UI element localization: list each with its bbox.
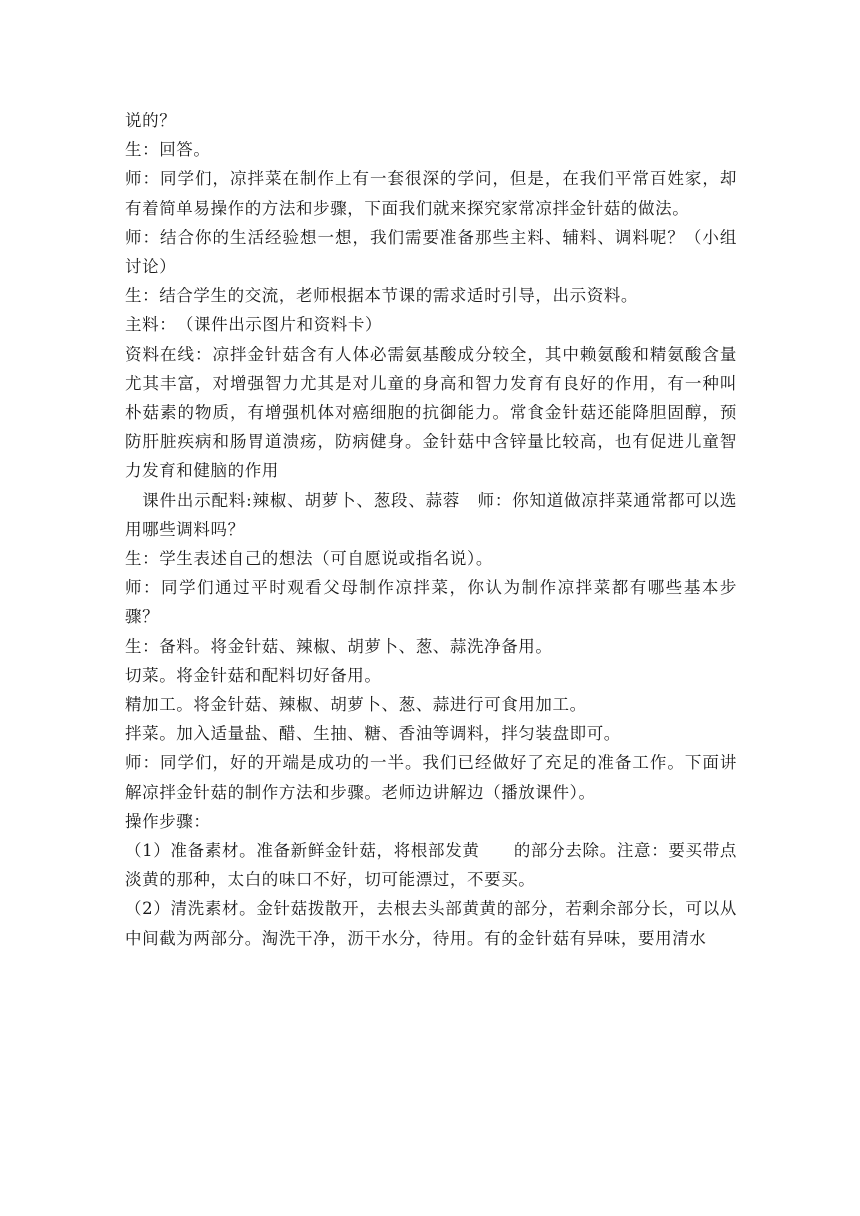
document-body (125, 106, 737, 953)
paragraph-2: 生：回答。 (125, 140, 211, 160)
paragraph-8: 课件出示配料:辣椒、胡萝卜、葱段、蒜蓉 师：你知道做凉拌菜通常都可以选用哪些调料吗？ (125, 490, 737, 539)
paragraph-12: 切菜。将金针菇和配料切好备用。 (125, 665, 382, 685)
paragraph-14: 拌菜。加入适量盐、醋、生抽、糖、香油等调料，拌匀装盘即可。 (125, 724, 621, 744)
paragraph-10: 师：同学们通过平时观看父母制作凉拌菜，你认为制作凉拌菜都有哪些基本步骤？ (125, 578, 737, 627)
paragraph-11: 生：备料。将金针菇、辣椒、胡萝卜、葱、蒜洗净备用。 (125, 636, 553, 656)
paragraph-7: 资料在线：凉拌金针菇含有人体必需氨基酸成分较全，其中赖氨酸和精氨酸含量尤其丰富，对增强智力尤其是对儿童的身高和智力发育有良好的作用，有一种叫朴菇素的物质，有增强机体对癌细胞的抗御能力。常食金针菇还能降胆固醇，预防肝脏疾病和肠胃道溃疡，防病健身。金针菇中含锌量比较高，也有促进儿童智力发育和健脑的作用 (125, 344, 737, 481)
paragraph-15: 师：同学们，好的开端是成功的一半。我们已经做好了充足的准备工作。下面讲解凉拌金针菇的制作方法和步骤。老师边讲解边（播放课件）。 (125, 753, 737, 802)
paragraph-1: 说的？ (125, 111, 177, 130)
paragraph-13: 精加工。将金针菇、辣椒、胡萝卜、葱、蒜进行可食用加工。 (125, 695, 587, 715)
paragraph-5: 生：结合学生的交流，老师根据本节课的需求适时引导，出示资料。 (125, 286, 638, 306)
paragraph-6: 主料： （课件出示图片和资料卡） (125, 315, 383, 335)
paragraph-16: 操作步骤： (125, 811, 211, 831)
step-1: （1）准备素材。准备新鲜金针菇，将根部发黄 的部分去除。注意：要买带点淡黄的那种，太白的味口不好，切可能漂过，不要买。 (125, 841, 737, 890)
paragraph-4: 师：结合你的生活经验想一想，我们需要准备那些主料、辅料、调料呢？（小组讨论） (125, 227, 737, 277)
paragraph-3: 师：同学们，凉拌菜在制作上有一套很深的学问，但是，在我们平常百姓家，却有着简单易操作的方法和步骤，下面我们就来探究家常凉拌金针菇的做法。 (125, 169, 737, 218)
step-2: （2）清洗素材。金针菇拨散开，去根去头部黄黄的部分，若剩余部分长，可以从中间截为两部分。淘洗干净，沥干水分，待用。有的金针菇有异味，要用清水 (125, 899, 737, 948)
paragraph-9: 生：学生表述自己的想法（可自愿说或指名说）。 (125, 549, 493, 569)
